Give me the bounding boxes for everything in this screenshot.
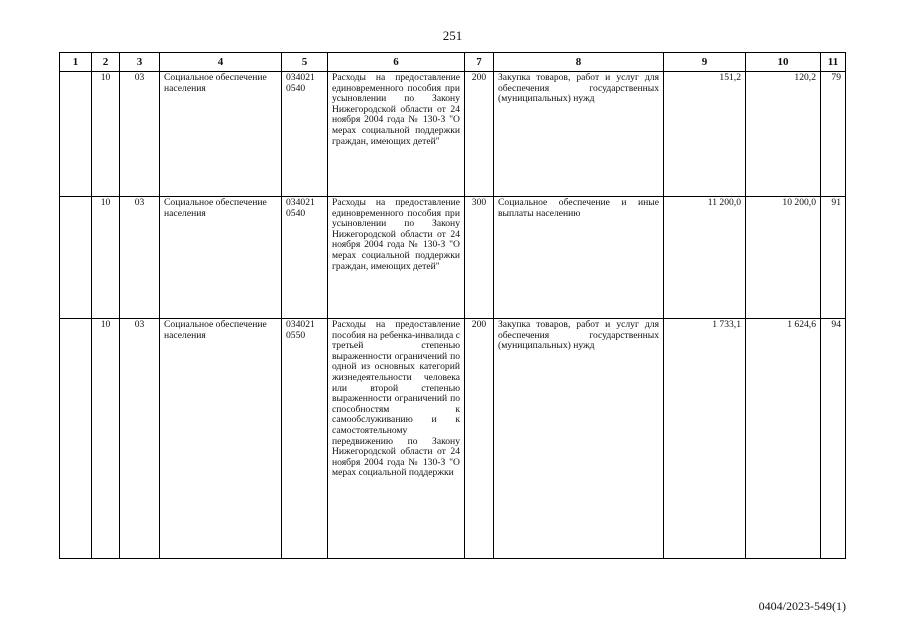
cell-col1 (60, 72, 92, 197)
column-header: 1 (60, 53, 92, 72)
page-number: 251 (442, 28, 463, 43)
column-header: 2 (92, 53, 120, 72)
cell-expense-description: Расходы на предоставление единовременного пособия при усыновлении по Закону Нижегородской области от 24 ноября 2004 года № 130-З "О мерах социальной поддержки граждан, имеющих детей" (328, 197, 465, 319)
budget-table (59, 52, 846, 559)
column-header: 6 (328, 53, 465, 72)
column-header: 7 (465, 53, 494, 72)
column-header: 9 (664, 53, 746, 72)
column-header: 4 (160, 53, 282, 72)
cell-target-code: 034021 0540 (282, 72, 328, 197)
cell-section: 10 (92, 72, 120, 197)
cell-expense-type-name: Закупка товаров, работ и услуг для обеспечения государственных (муниципальных) нужд (494, 319, 664, 559)
cell-percent: 91 (821, 197, 846, 319)
cell-percent: 94 (821, 319, 846, 559)
cell-subsection: 03 (120, 72, 160, 197)
cell-section-name: Социальное обеспечение населения (160, 72, 282, 197)
column-header: 10 (746, 53, 821, 72)
table-row (60, 197, 846, 319)
cell-amount-col10: 10 200,0 (746, 197, 821, 319)
cell-expense-type-name: Закупка товаров, работ и услуг для обеспечения государственных (муниципальных) нужд (494, 72, 664, 197)
column-header: 11 (821, 53, 846, 72)
cell-expense-type-code: 300 (465, 197, 494, 319)
cell-percent: 79 (821, 72, 846, 197)
cell-section-name: Социальное обеспечение населения (160, 197, 282, 319)
column-header: 5 (282, 53, 328, 72)
cell-amount-col10: 1 624,6 (746, 319, 821, 559)
cell-section: 10 (92, 319, 120, 559)
cell-section: 10 (92, 197, 120, 319)
column-header: 8 (494, 53, 664, 72)
document-code: 0404/2023-549(1) (758, 599, 846, 613)
cell-amount-col9: 1 733,1 (664, 319, 746, 559)
cell-subsection: 03 (120, 197, 160, 319)
cell-target-code: 034021 0550 (282, 319, 328, 559)
cell-expense-description: Расходы на предоставление единовременного пособия при усыновлении по Закону Нижегородской области от 24 ноября 2004 года № 130-З "О мерах социальной поддержки граждан, имеющих детей" (328, 72, 465, 197)
cell-expense-description: Расходы на предоставление пособия на ребенка-инвалида с третьей степенью выраженности ограничений по одной из основных категорий жизнедеятельности человека или второй степенью выраженности ограничений по способностям к самообслуживанию и к самостоятельному передвижению по Закону Нижегородской области от 24 ноября 2004 года № 130-З "О мерах социальной поддержки (328, 319, 465, 559)
cell-amount-col10: 120,2 (746, 72, 821, 197)
table-row (60, 319, 846, 559)
cell-section-name: Социальное обеспечение населения (160, 319, 282, 559)
cell-expense-type-code: 200 (465, 319, 494, 559)
cell-amount-col9: 11 200,0 (664, 197, 746, 319)
cell-target-code: 034021 0540 (282, 197, 328, 319)
table-header-row (60, 53, 846, 72)
cell-expense-type-code: 200 (465, 72, 494, 197)
cell-subsection: 03 (120, 319, 160, 559)
cell-amount-col9: 151,2 (664, 72, 746, 197)
cell-col1 (60, 197, 92, 319)
cell-expense-type-name: Социальное обеспечение и иные выплаты населению (494, 197, 664, 319)
table-row (60, 72, 846, 197)
column-header: 3 (120, 53, 160, 72)
cell-col1 (60, 319, 92, 559)
